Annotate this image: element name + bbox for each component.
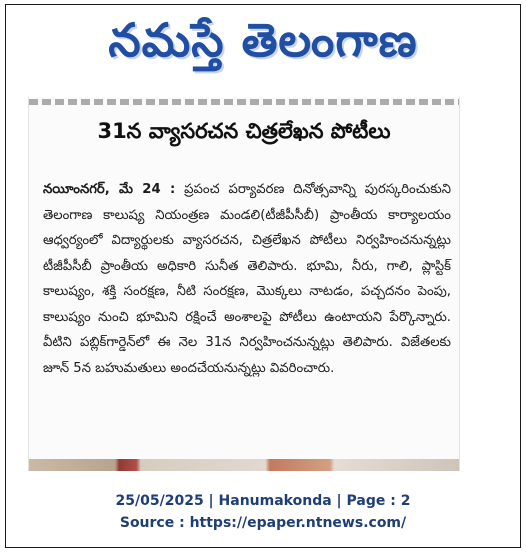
article-clipping: [28, 97, 460, 471]
source-line: Source : https://epaper.ntnews.com/: [119, 515, 407, 531]
article-body: [43, 177, 451, 381]
article-body-text: ప్రపంచ పర్యావరణ దినోత్సవాన్ని పురస్కరించుకుని తెలంగాణ కాలుష్య నియంత్రణ మండలి(టీజీపీసీబీ) ప్రాంతీయ కార్యాలయం ఆధ్వర్యంలో విద్యార్థులకు వ్యాసరచన, చిత్రలేఖన పోటీలు నిర్వహించనున్నట్లు టీజీపీసీబీ ప్రాంతీయ అధికారి సునీత తెలిపారు. భూమి, నీరు, గాలి, ప్లాస్టిక్ కాలుష్యం, శక్తి సంరక్షణ, నీటి సంరక్షణ, మొక్కలు నాటడం, పచ్చదనం పెంపు, కాలుష్యం నుంచి భూమిని రక్షించే అంశాలపై పోటీలు ఉంటాయని పేర్కొన్నారు. వీటిని పబ్లిక్‌గార్డెన్‌లో ఈ నెల 31న నిర్వహించనున్నట్లు తెలిపారు. విజేతలకు జూన్ 5న బహుమతులు అందచేయనున్నట్లు వివరించారు.: [43, 182, 451, 376]
previous-article-cut-edge: [29, 97, 459, 109]
page-frame: [5, 4, 521, 548]
masthead: [6, 5, 520, 87]
newspaper-logo-title: నమస్తే తెలంగాణ: [108, 13, 418, 67]
edition-date-line: 25/05/2025 | Hanumakonda | Page : 2: [115, 493, 411, 509]
article-dateline: నయీంనగర్, మే 24 :: [43, 182, 176, 197]
photo-edge: [29, 459, 459, 471]
article-headline: 31న వ్యాసరచన చిత్రలేఖన పోటీలు: [97, 119, 391, 143]
